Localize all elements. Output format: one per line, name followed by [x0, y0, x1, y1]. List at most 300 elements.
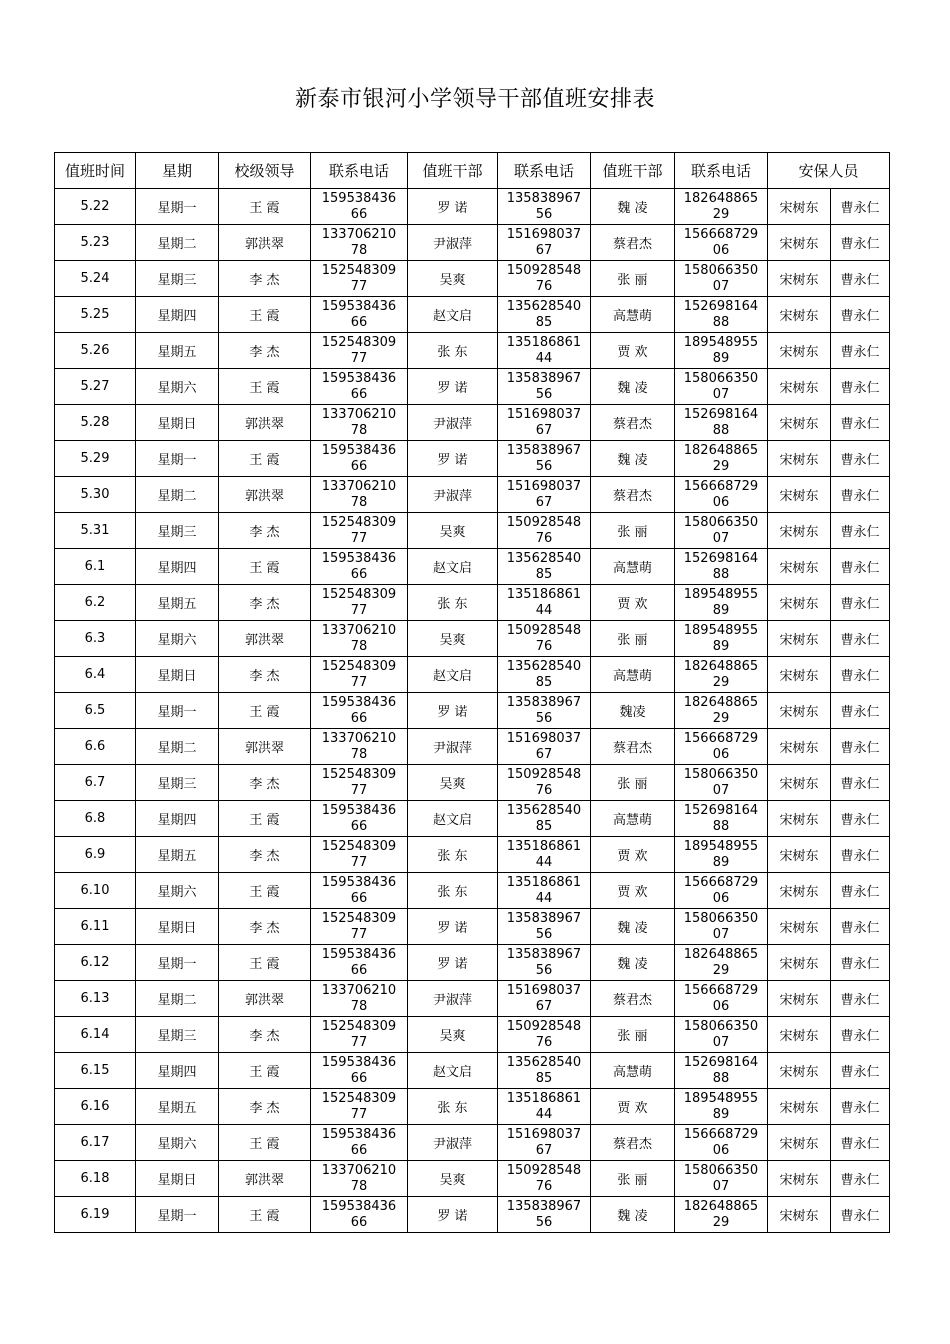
table-row [55, 1197, 890, 1233]
security-guard-1-cell: 宋树东 [768, 909, 831, 945]
table-row [55, 549, 890, 585]
leader-phone-cell [311, 585, 408, 621]
cadre1-phone-cell [498, 909, 591, 945]
security-guard-1-cell: 宋树东 [768, 261, 831, 297]
security-guard-1-cell: 宋树东 [768, 801, 831, 837]
cadre2-phone-part: 07 [712, 926, 730, 942]
cadre2-phone-cell [675, 1017, 768, 1053]
leader-phone-part: 66 [350, 962, 368, 978]
cadre1-phone-part: 67 [535, 998, 553, 1014]
duty-cadre-1-cell: 罗 诺 [408, 945, 498, 981]
table-body [55, 189, 890, 1233]
security-guard-1-cell: 宋树东 [768, 369, 831, 405]
leader-phone-part: 77 [350, 782, 368, 798]
cadre1-phone-part: 56 [535, 386, 553, 402]
cadre1-phone-part: 44 [535, 854, 553, 870]
security-guard-2-cell: 曹永仁 [831, 405, 890, 441]
duty-cadre-1-cell: 罗 诺 [408, 369, 498, 405]
header-row [55, 153, 890, 189]
duty-cadre-1-cell: 赵文启 [408, 657, 498, 693]
school-leader-cell: 李 杰 [219, 837, 311, 873]
leader-phone-part: 152548309 [321, 334, 397, 350]
security-guard-2-cell: 曹永仁 [831, 693, 890, 729]
cadre2-phone-cell [675, 621, 768, 657]
school-leader-cell: 王 霞 [219, 1197, 311, 1233]
cadre2-phone-part: 89 [712, 854, 730, 870]
cadre2-phone-part: 158066350 [683, 514, 759, 530]
leader-phone-part: 77 [350, 854, 368, 870]
weekday-cell: 星期一 [136, 945, 219, 981]
duty-cadre-2-cell: 魏 凌 [591, 909, 675, 945]
table-row [55, 1017, 890, 1053]
leader-phone-part: 159538436 [321, 550, 397, 566]
cadre1-phone-part: 76 [535, 782, 553, 798]
security-guard-2-cell: 曹永仁 [831, 441, 890, 477]
leader-phone-cell [311, 189, 408, 225]
leader-phone-cell [311, 261, 408, 297]
security-guard-1-cell: 宋树东 [768, 513, 831, 549]
duty-cadre-1-cell: 罗 诺 [408, 1197, 498, 1233]
duty-cadre-2-cell: 高慧萌 [591, 801, 675, 837]
weekday-cell: 星期五 [136, 837, 219, 873]
cadre2-phone-cell [675, 837, 768, 873]
security-guard-1-cell: 宋树东 [768, 873, 831, 909]
cadre1-phone-part: 76 [535, 1034, 553, 1050]
cadre1-phone-part: 85 [535, 566, 553, 582]
cadre1-phone-part: 151698037 [506, 1126, 582, 1142]
cadre2-phone-part: 189548955 [683, 1090, 759, 1106]
weekday-cell: 星期四 [136, 297, 219, 333]
leader-phone-part: 77 [350, 1106, 368, 1122]
cadre2-phone-part: 152698164 [683, 802, 759, 818]
weekday-cell: 星期二 [136, 981, 219, 1017]
duty-cadre-1-cell: 赵文启 [408, 801, 498, 837]
duty-cadre-2-cell: 高慧萌 [591, 297, 675, 333]
duty-cadre-1-cell: 尹淑萍 [408, 729, 498, 765]
cadre2-phone-part: 182648865 [683, 658, 759, 674]
leader-phone-cell [311, 513, 408, 549]
security-guard-2-cell: 曹永仁 [831, 297, 890, 333]
duty-cadre-1-cell: 吴爽 [408, 261, 498, 297]
security-guard-1-cell: 宋树东 [768, 549, 831, 585]
table-row [55, 297, 890, 333]
duty-cadre-1-cell: 罗 诺 [408, 693, 498, 729]
security-guard-1-cell: 宋树东 [768, 405, 831, 441]
cadre1-phone-part: 151698037 [506, 982, 582, 998]
leader-phone-part: 159538436 [321, 874, 397, 890]
cadre2-phone-cell [675, 981, 768, 1017]
duty-cadre-2-cell: 蔡君杰 [591, 729, 675, 765]
leader-phone-part: 66 [350, 566, 368, 582]
cadre1-phone-cell [498, 945, 591, 981]
cadre1-phone-part: 135838967 [506, 946, 582, 962]
duty-cadre-2-cell: 贾 欢 [591, 585, 675, 621]
leader-phone-cell [311, 297, 408, 333]
header-security-staff: 安保人员 [768, 153, 890, 189]
table-row [55, 585, 890, 621]
leader-phone-part: 159538436 [321, 694, 397, 710]
security-guard-2-cell: 曹永仁 [831, 261, 890, 297]
school-leader-cell: 郭洪翠 [219, 981, 311, 1017]
table-row [55, 513, 890, 549]
leader-phone-part: 78 [350, 242, 368, 258]
cadre1-phone-cell [498, 549, 591, 585]
cadre1-phone-part: 67 [535, 746, 553, 762]
weekday-cell: 星期日 [136, 657, 219, 693]
duty-date-cell: 5.25 [55, 297, 136, 333]
cadre2-phone-cell [675, 729, 768, 765]
weekday-cell: 星期日 [136, 405, 219, 441]
cadre1-phone-part: 135838967 [506, 1198, 582, 1214]
weekday-cell: 星期五 [136, 1089, 219, 1125]
cadre1-phone-part: 135838967 [506, 190, 582, 206]
cadre1-phone-part: 67 [535, 494, 553, 510]
security-guard-2-cell: 曹永仁 [831, 477, 890, 513]
cadre1-phone-cell [498, 225, 591, 261]
security-guard-1-cell: 宋树东 [768, 1161, 831, 1197]
cadre2-phone-cell [675, 441, 768, 477]
leader-phone-cell [311, 477, 408, 513]
cadre1-phone-cell [498, 1125, 591, 1161]
school-leader-cell: 王 霞 [219, 1125, 311, 1161]
cadre1-phone-part: 151698037 [506, 226, 582, 242]
duty-cadre-2-cell: 张 丽 [591, 261, 675, 297]
cadre1-phone-cell [498, 297, 591, 333]
school-leader-cell: 李 杰 [219, 909, 311, 945]
cadre1-phone-part: 135838967 [506, 370, 582, 386]
duty-cadre-2-cell: 高慧萌 [591, 1053, 675, 1089]
cadre1-phone-cell [498, 261, 591, 297]
cadre2-phone-part: 156668729 [683, 226, 759, 242]
duty-cadre-1-cell: 罗 诺 [408, 909, 498, 945]
leader-phone-cell [311, 657, 408, 693]
weekday-cell: 星期六 [136, 621, 219, 657]
duty-cadre-2-cell: 蔡君杰 [591, 405, 675, 441]
duty-cadre-2-cell: 魏凌 [591, 693, 675, 729]
duty-cadre-1-cell: 尹淑萍 [408, 405, 498, 441]
cadre1-phone-cell [498, 405, 591, 441]
security-guard-1-cell: 宋树东 [768, 837, 831, 873]
cadre2-phone-part: 189548955 [683, 622, 759, 638]
duty-date-cell: 6.9 [55, 837, 136, 873]
cadre1-phone-part: 135838967 [506, 694, 582, 710]
cadre1-phone-part: 135628540 [506, 1054, 582, 1070]
cadre2-phone-part: 152698164 [683, 406, 759, 422]
cadre1-phone-part: 44 [535, 1106, 553, 1122]
weekday-cell: 星期日 [136, 1161, 219, 1197]
cadre1-phone-part: 150928548 [506, 514, 582, 530]
cadre2-phone-cell [675, 333, 768, 369]
leader-phone-cell [311, 729, 408, 765]
cadre1-phone-part: 76 [535, 530, 553, 546]
security-guard-2-cell: 曹永仁 [831, 1089, 890, 1125]
cadre2-phone-cell [675, 909, 768, 945]
security-guard-1-cell: 宋树东 [768, 1125, 831, 1161]
leader-phone-part: 133706210 [321, 982, 397, 998]
duty-cadre-1-cell: 赵文启 [408, 297, 498, 333]
weekday-cell: 星期三 [136, 765, 219, 801]
security-guard-1-cell: 宋树东 [768, 585, 831, 621]
cadre2-phone-cell [675, 513, 768, 549]
school-leader-cell: 王 霞 [219, 369, 311, 405]
security-guard-1-cell: 宋树东 [768, 1017, 831, 1053]
duty-date-cell: 6.18 [55, 1161, 136, 1197]
weekday-cell: 星期二 [136, 477, 219, 513]
cadre1-phone-cell [498, 1089, 591, 1125]
security-guard-1-cell: 宋树东 [768, 945, 831, 981]
leader-phone-part: 152548309 [321, 514, 397, 530]
cadre2-phone-cell [675, 1125, 768, 1161]
leader-phone-cell [311, 1161, 408, 1197]
leader-phone-cell [311, 441, 408, 477]
cadre1-phone-part: 56 [535, 206, 553, 222]
cadre1-phone-part: 135186861 [506, 334, 582, 350]
security-guard-1-cell: 宋树东 [768, 189, 831, 225]
cadre1-phone-part: 151698037 [506, 730, 582, 746]
security-guard-2-cell: 曹永仁 [831, 945, 890, 981]
security-guard-2-cell: 曹永仁 [831, 549, 890, 585]
duty-cadre-2-cell: 魏 凌 [591, 189, 675, 225]
school-leader-cell: 李 杰 [219, 1017, 311, 1053]
cadre2-phone-cell [675, 1197, 768, 1233]
duty-date-cell: 6.16 [55, 1089, 136, 1125]
cadre1-phone-part: 85 [535, 674, 553, 690]
leader-phone-part: 78 [350, 422, 368, 438]
leader-phone-part: 66 [350, 458, 368, 474]
school-leader-cell: 郭洪翠 [219, 729, 311, 765]
cadre1-phone-cell [498, 1197, 591, 1233]
table-row [55, 369, 890, 405]
leader-phone-part: 133706210 [321, 1162, 397, 1178]
header-cadre1-phone: 联系电话 [498, 153, 591, 189]
cadre2-phone-part: 189548955 [683, 586, 759, 602]
table-row [55, 909, 890, 945]
leader-phone-cell [311, 225, 408, 261]
cadre2-phone-part: 07 [712, 782, 730, 798]
cadre2-phone-part: 182648865 [683, 946, 759, 962]
leader-phone-cell [311, 837, 408, 873]
cadre1-phone-cell [498, 369, 591, 405]
cadre2-phone-part: 158066350 [683, 910, 759, 926]
cadre1-phone-part: 150928548 [506, 1162, 582, 1178]
cadre2-phone-cell [675, 801, 768, 837]
school-leader-cell: 李 杰 [219, 261, 311, 297]
security-guard-2-cell: 曹永仁 [831, 1017, 890, 1053]
cadre2-phone-part: 06 [712, 494, 730, 510]
weekday-cell: 星期一 [136, 189, 219, 225]
cadre1-phone-part: 150928548 [506, 1018, 582, 1034]
duty-date-cell: 6.5 [55, 693, 136, 729]
cadre1-phone-part: 85 [535, 818, 553, 834]
cadre1-phone-part: 85 [535, 314, 553, 330]
school-leader-cell: 郭洪翠 [219, 225, 311, 261]
cadre1-phone-cell [498, 333, 591, 369]
duty-cadre-2-cell: 魏 凌 [591, 945, 675, 981]
school-leader-cell: 王 霞 [219, 189, 311, 225]
cadre2-phone-part: 06 [712, 998, 730, 1014]
leader-phone-part: 159538436 [321, 298, 397, 314]
leader-phone-part: 66 [350, 710, 368, 726]
duty-date-cell: 6.12 [55, 945, 136, 981]
duty-schedule-table [54, 152, 890, 1233]
table-row [55, 333, 890, 369]
table-row [55, 1161, 890, 1197]
cadre1-phone-part: 67 [535, 1142, 553, 1158]
cadre2-phone-part: 88 [712, 314, 730, 330]
cadre2-phone-part: 182648865 [683, 190, 759, 206]
duty-date-cell: 5.27 [55, 369, 136, 405]
header-duty-cadre-1: 值班干部 [408, 153, 498, 189]
cadre1-phone-part: 150928548 [506, 262, 582, 278]
duty-date-cell: 6.7 [55, 765, 136, 801]
security-guard-2-cell: 曹永仁 [831, 909, 890, 945]
table-row [55, 1125, 890, 1161]
leader-phone-cell [311, 405, 408, 441]
cadre1-phone-part: 135628540 [506, 550, 582, 566]
cadre2-phone-part: 158066350 [683, 1162, 759, 1178]
leader-phone-part: 77 [350, 530, 368, 546]
cadre2-phone-part: 29 [712, 206, 730, 222]
cadre2-phone-cell [675, 1161, 768, 1197]
security-guard-2-cell: 曹永仁 [831, 657, 890, 693]
cadre2-phone-part: 89 [712, 350, 730, 366]
table-row [55, 801, 890, 837]
security-guard-2-cell: 曹永仁 [831, 981, 890, 1017]
leader-phone-part: 66 [350, 1142, 368, 1158]
duty-date-cell: 6.8 [55, 801, 136, 837]
duty-cadre-2-cell: 张 丽 [591, 621, 675, 657]
cadre1-phone-cell [498, 657, 591, 693]
leader-phone-cell [311, 1089, 408, 1125]
header-leader-phone: 联系电话 [311, 153, 408, 189]
duty-cadre-1-cell: 吴爽 [408, 1017, 498, 1053]
cadre1-phone-part: 135838967 [506, 910, 582, 926]
duty-cadre-1-cell: 赵文启 [408, 1053, 498, 1089]
cadre1-phone-part: 135186861 [506, 1090, 582, 1106]
duty-date-cell: 6.13 [55, 981, 136, 1017]
cadre1-phone-cell [498, 1053, 591, 1089]
school-leader-cell: 郭洪翠 [219, 621, 311, 657]
duty-date-cell: 5.26 [55, 333, 136, 369]
leader-phone-part: 159538436 [321, 1198, 397, 1214]
cadre2-phone-part: 06 [712, 242, 730, 258]
duty-cadre-2-cell: 贾 欢 [591, 1089, 675, 1125]
duty-date-cell: 5.24 [55, 261, 136, 297]
cadre1-phone-part: 67 [535, 242, 553, 258]
cadre1-phone-part: 56 [535, 962, 553, 978]
cadre1-phone-part: 135628540 [506, 658, 582, 674]
table-row [55, 225, 890, 261]
weekday-cell: 星期四 [136, 1053, 219, 1089]
security-guard-2-cell: 曹永仁 [831, 585, 890, 621]
cadre2-phone-cell [675, 657, 768, 693]
weekday-cell: 星期五 [136, 585, 219, 621]
security-guard-1-cell: 宋树东 [768, 621, 831, 657]
cadre2-phone-part: 07 [712, 278, 730, 294]
table-row [55, 405, 890, 441]
cadre2-phone-cell [675, 1053, 768, 1089]
school-leader-cell: 郭洪翠 [219, 1161, 311, 1197]
cadre2-phone-part: 07 [712, 1034, 730, 1050]
duty-cadre-1-cell: 张 东 [408, 333, 498, 369]
cadre2-phone-part: 182648865 [683, 1198, 759, 1214]
leader-phone-part: 152548309 [321, 838, 397, 854]
leader-phone-part: 77 [350, 1034, 368, 1050]
cadre2-phone-part: 158066350 [683, 766, 759, 782]
duty-cadre-1-cell: 张 东 [408, 1089, 498, 1125]
cadre2-phone-cell [675, 945, 768, 981]
cadre2-phone-part: 07 [712, 530, 730, 546]
duty-cadre-2-cell: 张 丽 [591, 1161, 675, 1197]
cadre2-phone-cell [675, 225, 768, 261]
header-weekday: 星期 [136, 153, 219, 189]
page-title: 新泰市银河小学领导干部值班安排表 [294, 87, 655, 112]
table-row [55, 729, 890, 765]
leader-phone-part: 159538436 [321, 946, 397, 962]
duty-cadre-2-cell: 魏 凌 [591, 369, 675, 405]
leader-phone-part: 66 [350, 206, 368, 222]
cadre2-phone-part: 29 [712, 962, 730, 978]
cadre1-phone-part: 56 [535, 710, 553, 726]
table-row [55, 441, 890, 477]
cadre1-phone-part: 56 [535, 1214, 553, 1230]
leader-phone-cell [311, 1017, 408, 1053]
leader-phone-cell [311, 765, 408, 801]
leader-phone-part: 77 [350, 350, 368, 366]
cadre2-phone-cell [675, 297, 768, 333]
weekday-cell: 星期四 [136, 549, 219, 585]
security-guard-2-cell: 曹永仁 [831, 225, 890, 261]
school-leader-cell: 李 杰 [219, 333, 311, 369]
table-row [55, 873, 890, 909]
leader-phone-part: 152548309 [321, 1090, 397, 1106]
duty-cadre-1-cell: 尹淑萍 [408, 1125, 498, 1161]
cadre1-phone-cell [498, 585, 591, 621]
duty-cadre-1-cell: 吴爽 [408, 621, 498, 657]
cadre1-phone-cell [498, 729, 591, 765]
leader-phone-cell [311, 621, 408, 657]
security-guard-2-cell: 曹永仁 [831, 1053, 890, 1089]
leader-phone-part: 159538436 [321, 1126, 397, 1142]
cadre1-phone-cell [498, 837, 591, 873]
leader-phone-part: 133706210 [321, 226, 397, 242]
duty-cadre-1-cell: 赵文启 [408, 549, 498, 585]
security-guard-1-cell: 宋树东 [768, 225, 831, 261]
leader-phone-part: 77 [350, 674, 368, 690]
leader-phone-part: 78 [350, 638, 368, 654]
school-leader-cell: 王 霞 [219, 1053, 311, 1089]
weekday-cell: 星期四 [136, 801, 219, 837]
cadre1-phone-cell [498, 189, 591, 225]
weekday-cell: 星期三 [136, 261, 219, 297]
leader-phone-part: 77 [350, 602, 368, 618]
cadre2-phone-part: 29 [712, 710, 730, 726]
cadre1-phone-part: 135628540 [506, 802, 582, 818]
duty-cadre-2-cell: 蔡君杰 [591, 981, 675, 1017]
leader-phone-part: 152548309 [321, 910, 397, 926]
duty-cadre-2-cell: 高慧萌 [591, 549, 675, 585]
school-leader-cell: 郭洪翠 [219, 477, 311, 513]
cadre1-phone-part: 76 [535, 1178, 553, 1194]
duty-cadre-1-cell: 吴爽 [408, 1161, 498, 1197]
duty-cadre-2-cell: 蔡君杰 [591, 477, 675, 513]
cadre2-phone-part: 07 [712, 386, 730, 402]
weekday-cell: 星期三 [136, 1017, 219, 1053]
cadre1-phone-cell [498, 693, 591, 729]
security-guard-1-cell: 宋树东 [768, 729, 831, 765]
cadre2-phone-cell [675, 693, 768, 729]
leader-phone-part: 78 [350, 746, 368, 762]
